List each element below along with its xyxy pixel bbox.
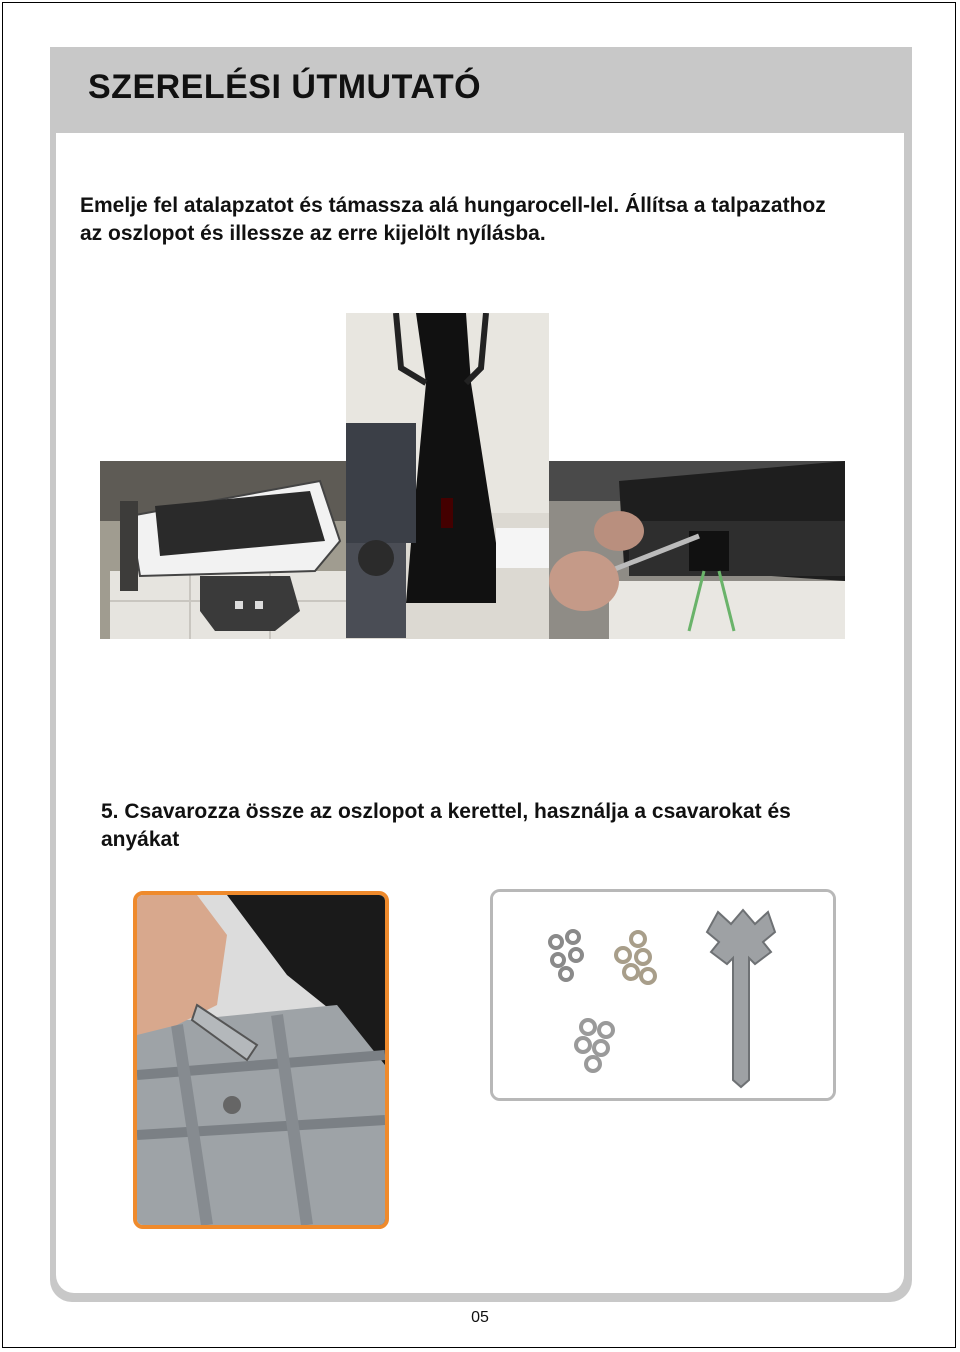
intro-instruction: Emelje fel atalapzatot és támassza alá hungarocell-lel. Állítsa a talpazathoz az oszlopot és illessze az erre kijelölt nyílásba. (80, 194, 826, 245)
step-5-instruction: 5. Csavarozza össze az oszlopot a kerettel, használja a csavarokat és anyákat (101, 800, 791, 851)
page-number: 05 (471, 1309, 489, 1326)
photo-frame-bolting (133, 891, 389, 1229)
photo-base-on-foam (100, 461, 346, 639)
page-title: SZERELÉSI ÚTMUTATÓ (88, 68, 482, 106)
photo-column-placement (346, 313, 549, 639)
photo-column-fastening (549, 461, 845, 639)
photo-nuts-and-wrench (490, 889, 836, 1101)
